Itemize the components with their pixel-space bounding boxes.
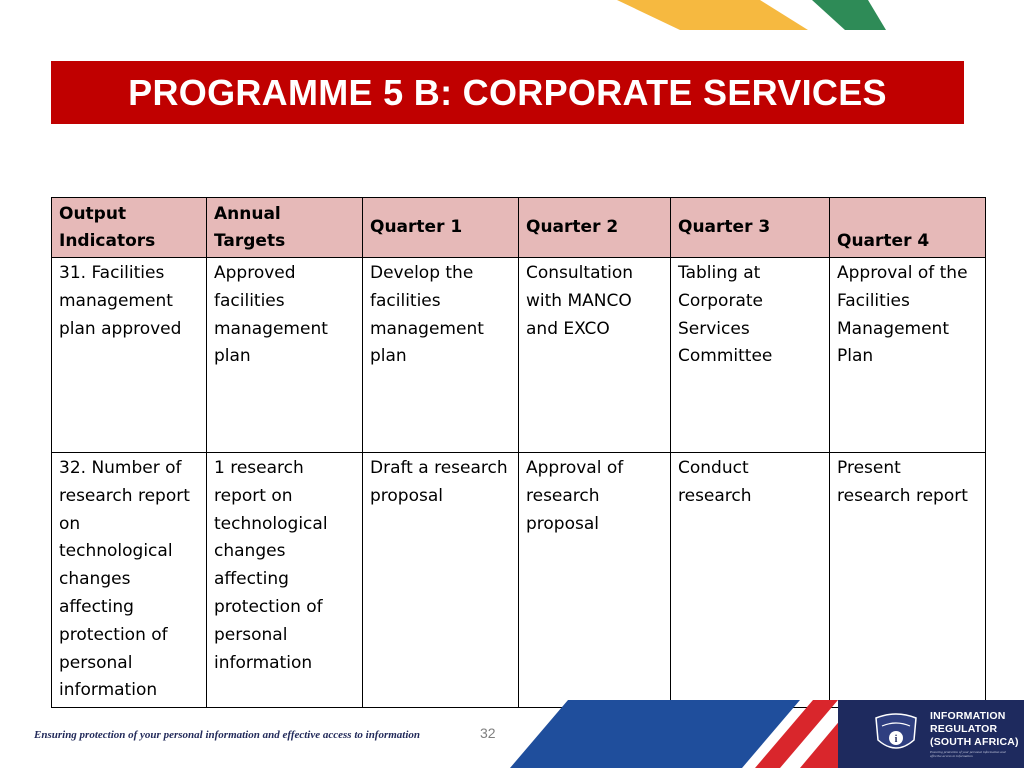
table-cell: Develop the facilities management plan (363, 258, 519, 453)
table-row (52, 258, 986, 453)
shield-icon (870, 710, 922, 760)
information-regulator-logo (838, 700, 1024, 768)
table-cell: Present research report (830, 453, 986, 708)
logo-text-line-1: INFORMATION (930, 710, 1006, 722)
table-cell: 31. Facilities management plan approved (52, 258, 207, 453)
table-cell: Conduct research (671, 453, 830, 708)
gold-stripe (617, 0, 808, 30)
table-cell: Approval of research proposal (519, 453, 671, 708)
header-output-indicators: Output Indicators (52, 198, 207, 258)
table-cell: Approval of the Facilities Management Plan (830, 258, 986, 453)
page-number: 32 (480, 725, 496, 741)
slide-title: PROGRAMME 5 B: CORPORATE SERVICES (128, 71, 887, 113)
table-cell: 32. Number of research report on technological changes affecting protection of personal information (52, 453, 207, 708)
logo-text-line-3: (SOUTH AFRICA) (930, 736, 1019, 748)
table-cell: Approved facilities management plan (207, 258, 363, 453)
title-banner (51, 61, 964, 124)
header-quarter-1: Quarter 1 (363, 198, 519, 258)
svg-text:i: i (894, 734, 898, 745)
header-quarter-3: Quarter 3 (671, 198, 830, 258)
top-decorative-stripes (0, 0, 1024, 40)
header-quarter-4: Quarter 4 (830, 198, 986, 258)
table-cell: Draft a research proposal (363, 453, 519, 708)
header-annual-targets: Annual Targets (207, 198, 363, 258)
footer-tagline: Ensuring protection of your personal information and effective access to information (34, 729, 421, 741)
blue-stripe (510, 700, 800, 768)
table-cell: Consultation with MANCO and EXCO (519, 258, 671, 453)
logo-tagline: Ensuring protection of your personal information and effective access to information (930, 750, 1006, 758)
header-quarter-2: Quarter 2 (519, 198, 671, 258)
table-cell: Tabling at Corporate Services Committee (671, 258, 830, 453)
table-header-row (52, 198, 986, 258)
logo-text-line-2: REGULATOR (930, 723, 998, 735)
programme-table (51, 197, 986, 708)
table-row (52, 453, 986, 708)
green-stripe (812, 0, 886, 30)
table-cell: 1 research report on technological changes affecting protection of personal information (207, 453, 363, 708)
